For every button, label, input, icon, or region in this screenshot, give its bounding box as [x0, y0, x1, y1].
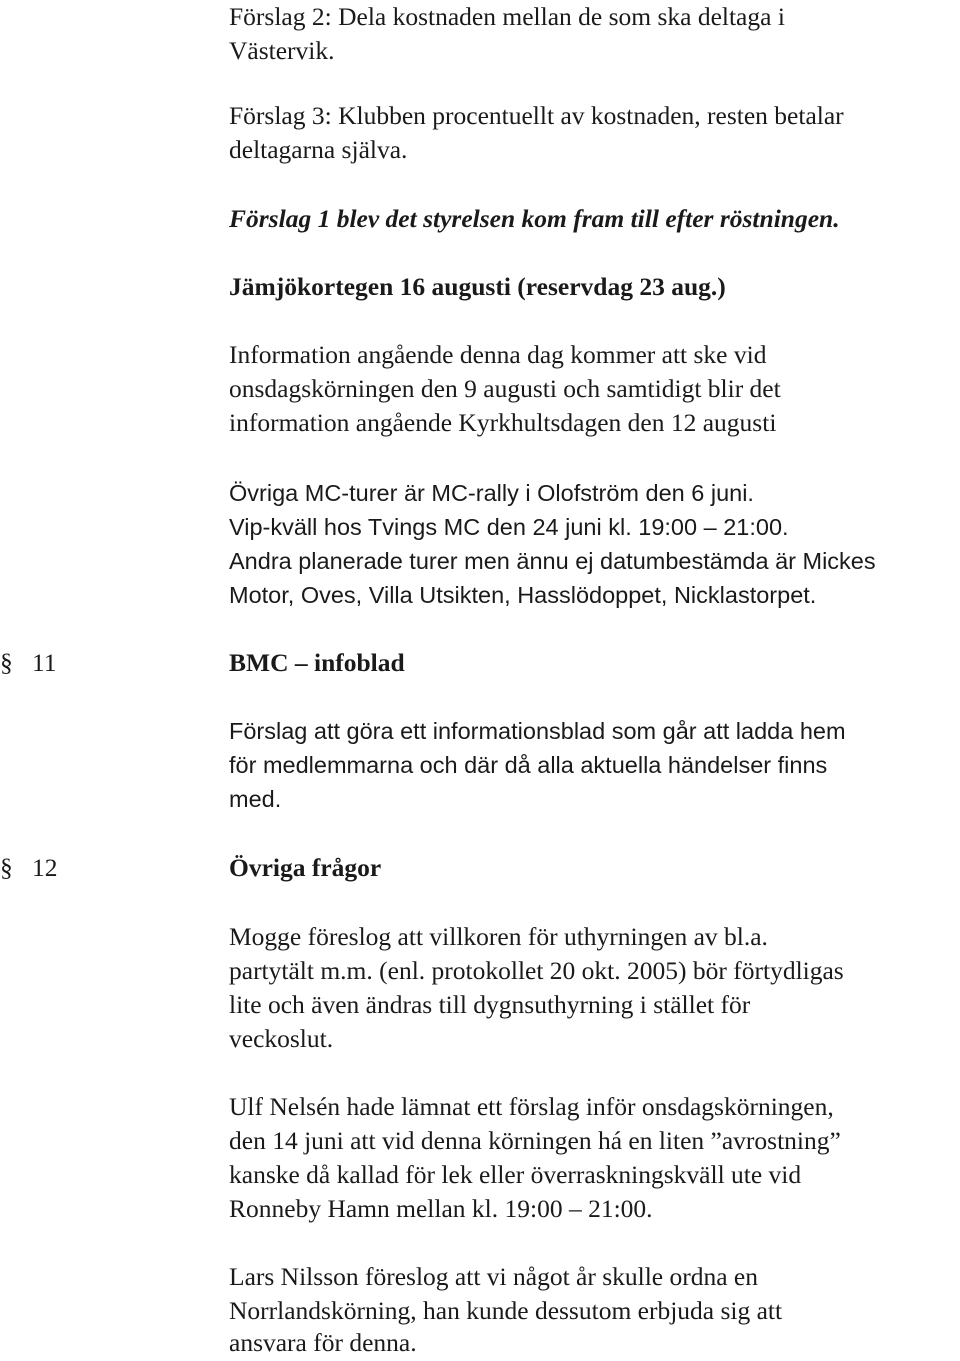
lars-line-3: ansvara för denna. — [229, 1328, 417, 1357]
section-11-body-line-2: för medlemmarna och där då alla aktuella händelser finns — [229, 752, 828, 778]
mogge-line-4: veckoslut. — [229, 1024, 334, 1053]
other-tours-line-2: Vip-kväll hos Tvings MC den 24 juni kl. 19:00 – 21:00. — [229, 514, 789, 540]
other-tours-line-1: Övriga MC-turer är MC-rally i Olofström den 6 juni. — [229, 480, 754, 506]
info-line-2: onsdagskörningen den 9 augusti och samtidigt blir det — [229, 374, 781, 403]
section-title: BMC – infoblad — [229, 648, 405, 677]
proposal-3-line-1: Förslag 3: Klubben procentuellt av kostnaden, resten betalar — [229, 101, 844, 130]
section-number: 12 — [32, 853, 58, 882]
mogge-line-3: lite och även ändras till dygnsuthyrning i stället för — [229, 990, 751, 1019]
section-title: Övriga frågor — [229, 853, 382, 882]
section-symbol: § — [0, 853, 13, 882]
mogge-line-1: Mogge föreslog att villkoren för uthyrningen av bl.a. — [229, 922, 768, 951]
section-number: 11 — [32, 648, 57, 677]
section-11-body-line-3: med. — [229, 786, 282, 812]
ulf-line-4: Ronneby Hamn mellan kl. 19:00 – 21:00. — [229, 1194, 653, 1223]
ulf-line-2: den 14 juni att vid denna körningen há en liten ”avrostning” — [229, 1126, 841, 1155]
section-symbol: § — [0, 648, 13, 677]
section-11-body-line-1: Förslag att göra ett informationsblad som går att ladda hem — [229, 718, 846, 744]
decision-text: Förslag 1 blev det styrelsen kom fram till efter röstningen. — [229, 204, 840, 233]
proposal-2-line-2: Västervik. — [229, 36, 335, 65]
ulf-line-3: kanske då kallad för lek eller överraskningskväll ute vid — [229, 1160, 802, 1189]
mogge-line-2: partytält m.m. (enl. protokollet 20 okt. 2005) bör förtydligas — [229, 956, 844, 985]
info-line-3: information angående Kyrkhultsdagen den 12 augusti — [229, 408, 777, 437]
lars-line-1: Lars Nilsson föreslog att vi något år skulle ordna en — [229, 1262, 759, 1291]
proposal-3-line-2: deltagarna själva. — [229, 135, 408, 164]
other-tours-line-4: Motor, Oves, Villa Utsikten, Hasslödoppet, Nicklastorpet. — [229, 582, 817, 608]
lars-line-2: Norrlandskörning, han kunde dessutom erbjuda sig att — [229, 1296, 783, 1325]
proposal-2-line-1: Förslag 2: Dela kostnaden mellan de som ska deltaga i — [229, 2, 785, 31]
other-tours-line-3: Andra planerade turer men ännu ej datumbestämda är Mickes — [229, 548, 876, 574]
info-line-1: Information angående denna dag kommer att ske vid — [229, 340, 767, 369]
ulf-line-1: Ulf Nelsén hade lämnat ett förslag inför onsdagskörningen, — [229, 1092, 834, 1121]
event-heading: Jämjökortegen 16 augusti (reservdag 23 aug.) — [229, 272, 726, 301]
